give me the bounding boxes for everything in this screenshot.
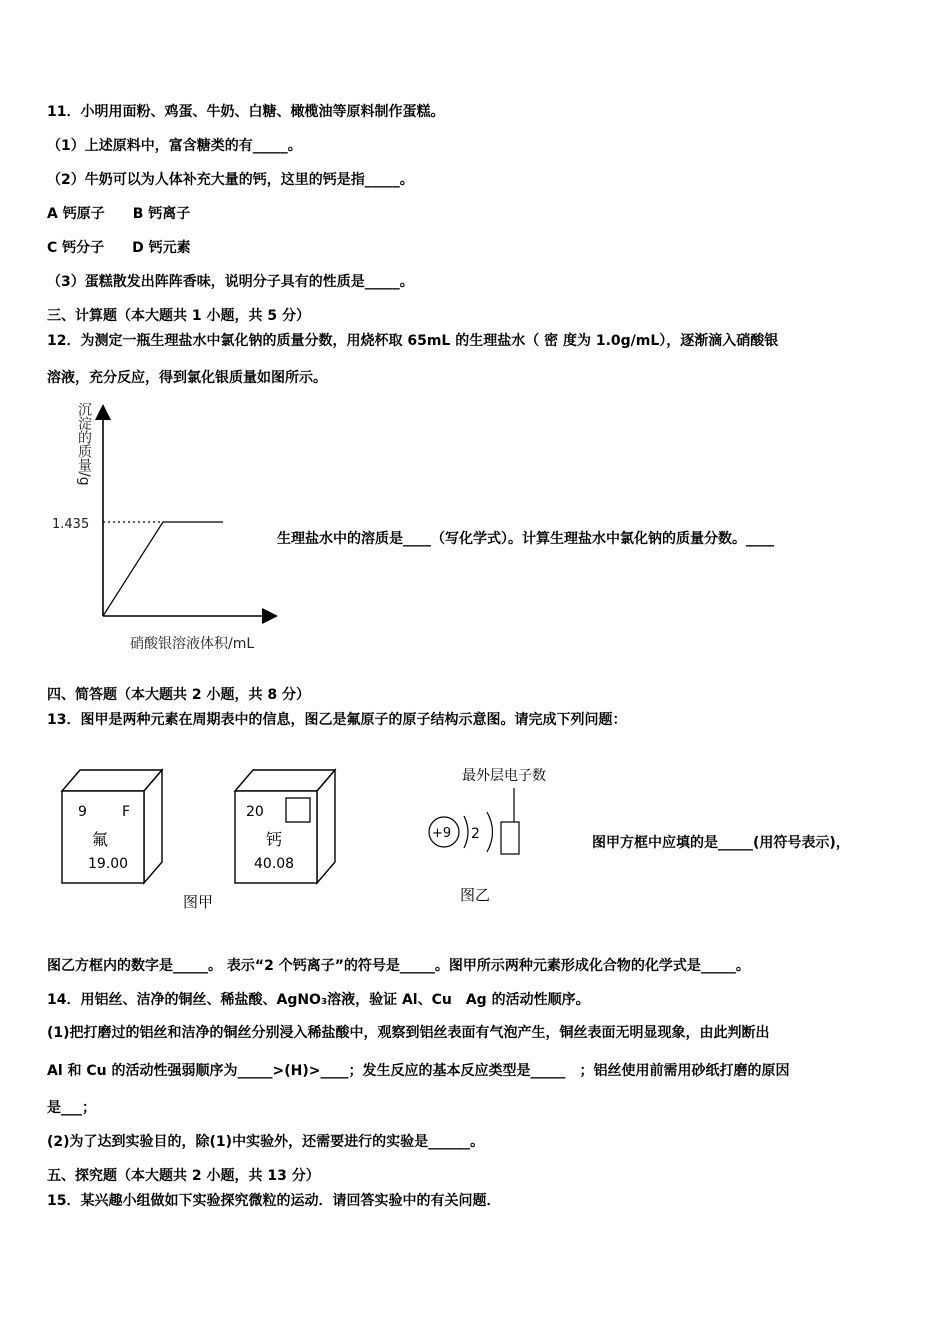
q13-stem: 13．图甲是两种元素在周期表中的信息，图乙是氟原子的原子结构示意图。请完成下列问题： [47,712,627,728]
figure-jia-label: 图甲 [183,893,214,911]
section-5-title: 五、探究题（本大题共 2 小题，共 13 分） [47,1168,320,1184]
calcium-mass: 40.08 [254,856,295,872]
calcium-number: 20 [246,804,264,820]
q11-options-cd: C 钙分子 D 钙元素 [47,240,191,256]
calcium-symbol-blank [286,798,310,822]
q11-stem: 11．小明用面粉、鸡蛋、牛奶、白糖、橄榄油等原料制作蛋糕。 [47,104,445,120]
q12-chart [40,398,280,660]
q13-side-text: 图甲方框中应填的是_____(用符号表示)， [592,835,850,851]
fluorine-number: 9 [78,804,87,820]
calcium-name: 钙 [266,830,283,849]
q14-stem: 14．用铝丝、洁净的铜丝、稀盐酸、AgNO₃溶液，验证 Al、Cu Ag 的活动性顺序。 [47,992,590,1008]
q14-part1-line1: (1)把打磨过的铝丝和洁净的铜丝分别浸入稀盐酸中，观察到铝丝表面有气泡产生，铜丝表面无明显现象，由此判断出 [47,1025,770,1041]
q12-stem-line2: 溶液，充分反应，得到氯化银质量如图所示。 [47,370,327,386]
outer-electron-blank [501,822,519,854]
q14-part2: (2)为了达到实验目的，除(1)中实验外，还需要进行的实验是______。 [47,1134,485,1150]
q14-part1-line2: Al 和 Cu 的活动性强弱顺序为_____>(H)>____；发生反应的基本反应类型是_____ ；铝丝使用前需用砂纸打磨的原因 [47,1063,790,1079]
x-axis-label: 硝酸银溶液体积/mL [130,636,255,652]
fluorine-mass: 19.00 [88,856,129,872]
fluorine-name: 氟 [92,830,109,849]
y-tick-label: 1.435 [52,517,90,532]
q13-figures [40,756,600,916]
figure-yi-label: 图乙 [460,886,491,904]
q15-stem: 15．某兴趣小组做如下实验探究微粒的运动．请回答实验中的有关问题． [47,1193,501,1209]
outer-electron-caption: 最外层电子数 [462,768,546,784]
element-box-calcium [235,770,335,883]
section-3-title: 三、计算题（本大题共 1 小题，共 5 分） [47,308,310,324]
q11-part3: （3）蛋糕散发出阵阵香味，说明分子具有的性质是_____。 [47,274,414,290]
nucleus-charge: +9 [432,826,452,841]
q13-line2: 图乙方框内的数字是_____。 表示“2 个钙离子”的符号是_____。图甲所示两种元素形成化合物的化学式是_____。 [47,958,750,974]
element-box-fluorine [62,770,162,883]
y-axis-label: 沉淀的质量/g [76,402,92,486]
q11-part1: （1）上述原料中，富含糖类的有_____。 [47,138,302,154]
q12-side-text: 生理盐水中的溶质是____（写化学式）。计算生理盐水中氯化钠的质量分数。____ [277,531,774,547]
q12-stem-line1: 12．为测定一瓶生理盐水中氯化钠的质量分数，用烧杯取 65mL 的生理盐水（ 密 度为 1.0g/mL），逐渐滴入硝酸银 [47,333,779,349]
fluorine-atom-diagram [429,767,546,904]
q11-part2: （2）牛奶可以为人体补充大量的钙，这里的钙是指_____。 [47,172,414,188]
series-line [103,522,223,616]
fluorine-symbol: F [122,804,131,820]
q11-options-ab: A 钙原子 B 钙离子 [47,206,191,222]
section-4-title: 四、简答题（本大题共 2 小题，共 8 分） [47,687,310,703]
inner-shell-count: 2 [471,826,480,842]
q14-part1-line3: 是___； [47,1100,96,1116]
